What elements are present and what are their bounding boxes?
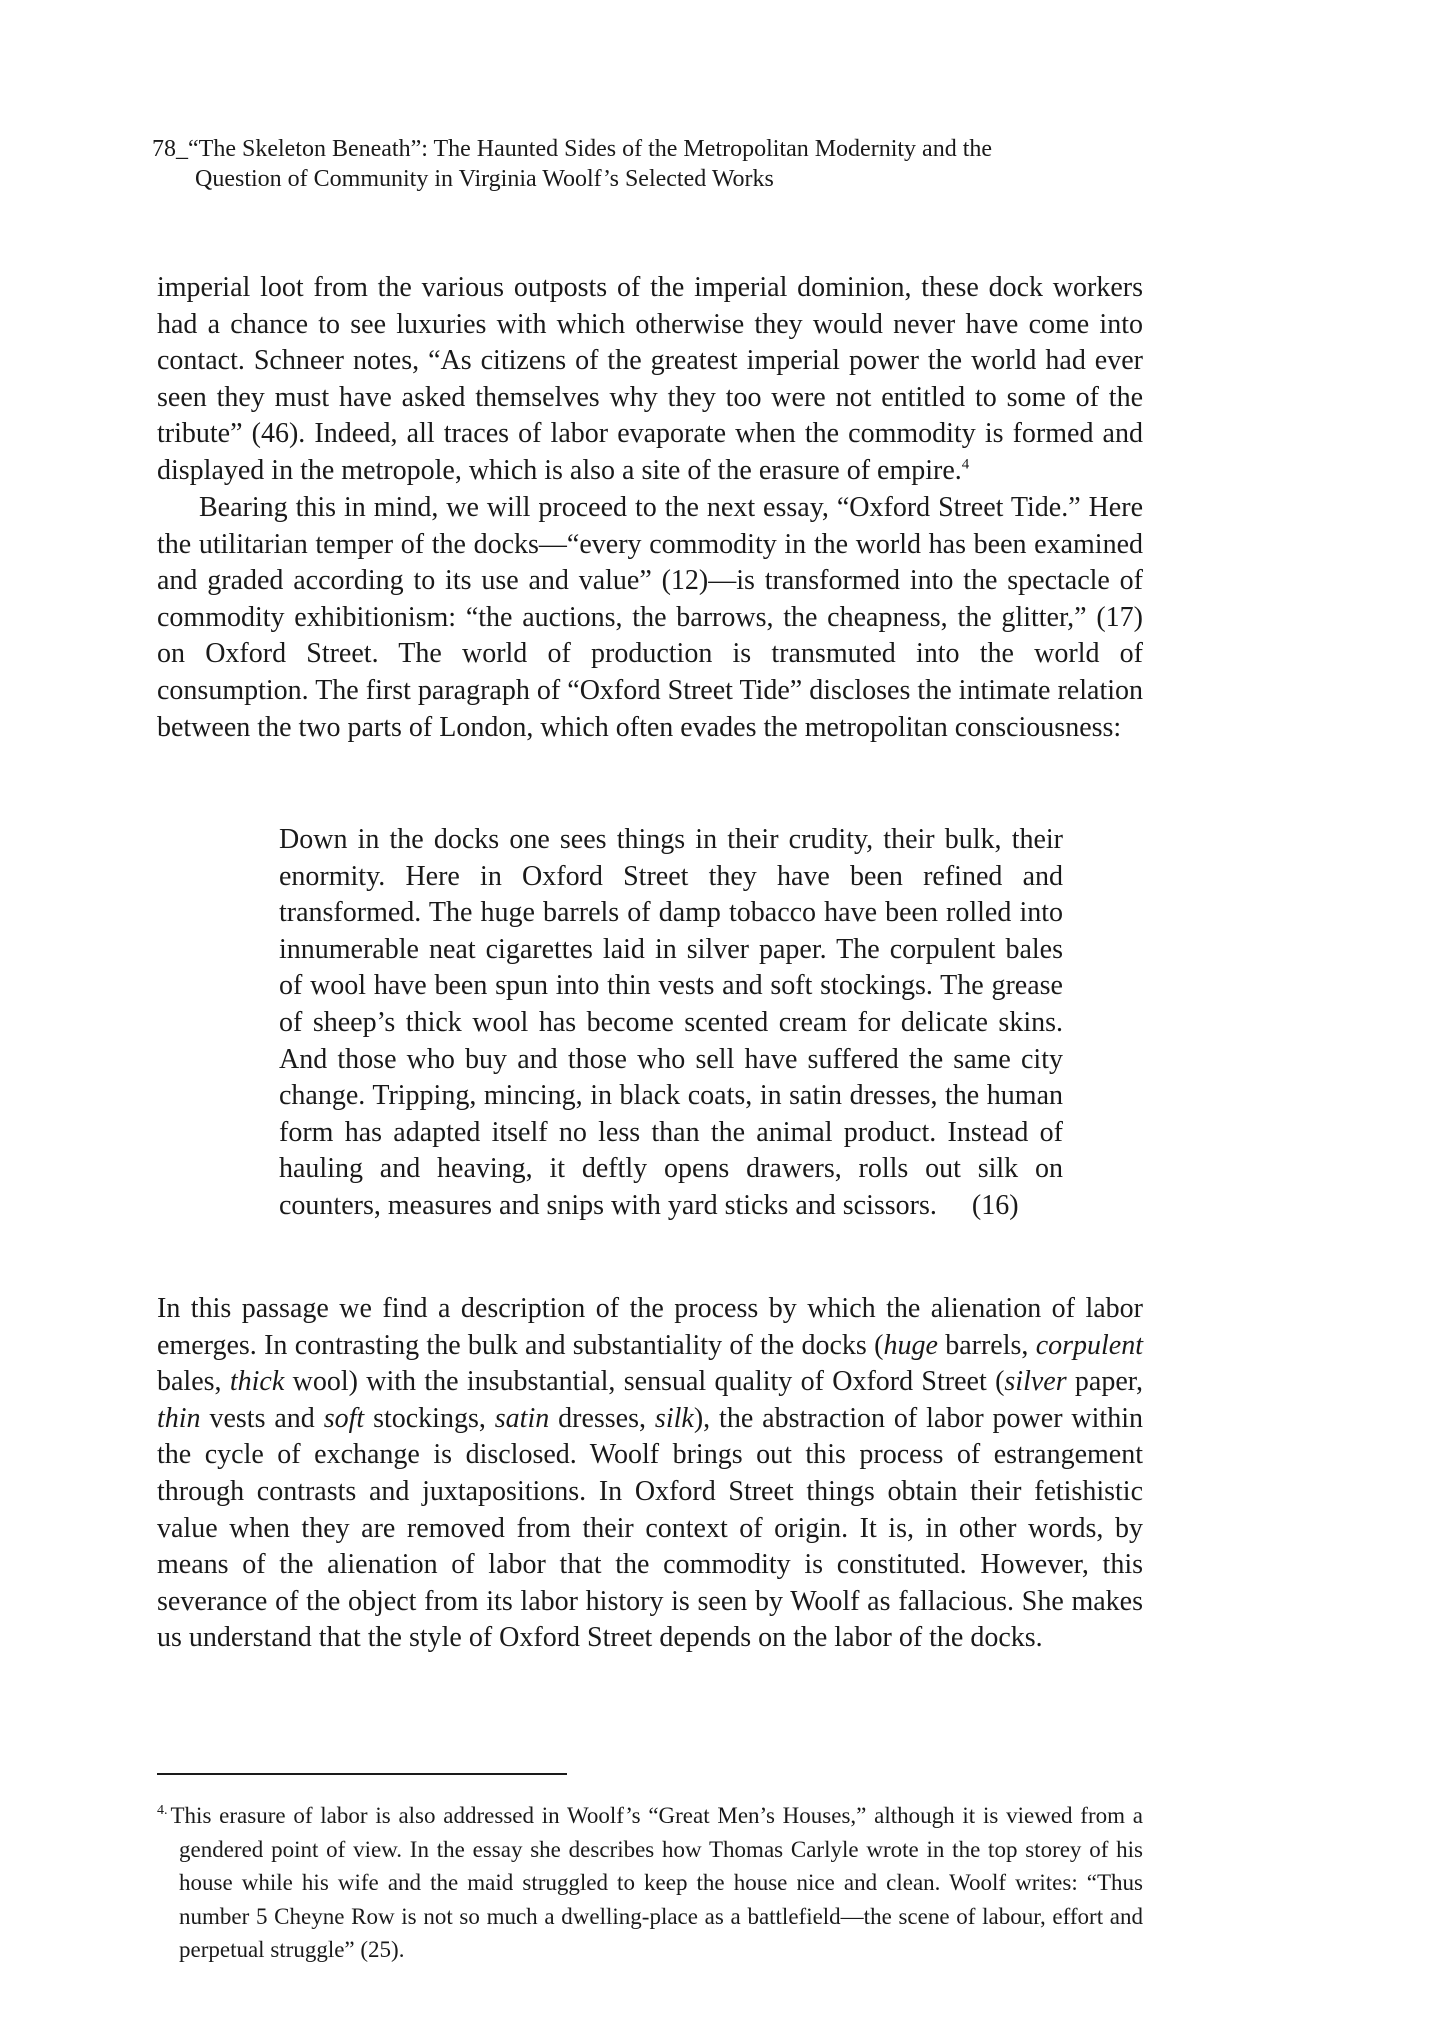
page-number: 78 bbox=[152, 136, 176, 162]
header-title-line2: Question of Community in Virginia Woolf’s Selected Works bbox=[195, 166, 774, 192]
p3-segment: In this passage we find a description of the process by which the alienation of labor emerges. In contrasting the bulk and substantiality of the docks ( bbox=[157, 1293, 1143, 1361]
running-head bbox=[152, 134, 1152, 194]
p3-segment: paper, bbox=[1066, 1366, 1143, 1398]
paragraph-2: Bearing this in mind, we will proceed to the next essay, “Oxford Street Tide.” Here the utilitarian temper of the docks—“every commodity in the world has been examined and graded according to its use and value” (12)—is transformed into the spectacle of commodity exhibitionism: “the auctions, the barrows, the cheapness, the glitter,” (17) on Oxford Street. The world of production is transmuted into the world of consumption. The first paragraph of “Oxford Street Tide” discloses the intimate relation between the two parts of London, which often evades the metropolitan consciousness: bbox=[157, 492, 1143, 743]
footnote-divider bbox=[157, 1773, 567, 1775]
p3-italic-word: silver bbox=[1004, 1366, 1067, 1398]
paragraph-1 bbox=[157, 270, 1143, 490]
footnote-4 bbox=[157, 1799, 1143, 1967]
block-quote bbox=[279, 822, 1063, 1225]
p3-segment: wool) with the insubstantial, sensual quality of Oxford Street ( bbox=[284, 1366, 1005, 1398]
p3-italic-word: corpulent bbox=[1035, 1329, 1144, 1361]
p3-italic-word: soft bbox=[323, 1402, 365, 1434]
paragraph-1-text: imperial loot from the various outposts of the imperial dominion, these dock workers had a chance to see luxuries with which otherwise they would never have come into contact. Schneer notes, “As citizens of the greatest imperial power the world had ever seen they must have asked themselves why they too were not entitled to some of the tribute” (46). Indeed, all traces of labor evaporate when the commodity is formed and displayed in the metropole, which is also a site of the erasure of empire. bbox=[157, 272, 1143, 486]
block-quote-text: Down in the docks one sees things in their crudity, their bulk, their enormity. Here in Oxford Street they have been refined and transformed. The huge barrels of damp tobacco have been rolled into innumerable neat cigarettes laid in silver paper. The corpulent bales of wool have been spun into thin vests and soft stockings. The grease of sheep’s thick wool has become scented cream for delicate skins. And those who buy and those who sell have suffered the same city change. Tripping, mincing, in black coats, in satin dresses, the human form has adapted itself no less than the animal product. Instead of hauling and heaving, it deftly opens drawers, rolls out silk on counters, measures and snips with yard sticks and scissors. bbox=[279, 824, 1063, 1221]
p3-segment: dresses, bbox=[549, 1402, 655, 1434]
p3-segment: barrels, bbox=[937, 1329, 1036, 1361]
p3-segment: vests and bbox=[200, 1402, 324, 1434]
paragraph-3 bbox=[157, 1291, 1143, 1657]
p3-italic-word: satin bbox=[494, 1402, 550, 1434]
footnote-marker: 4. bbox=[157, 1803, 168, 1819]
p3-segment: bales, bbox=[157, 1366, 230, 1398]
footnote-ref-4: 4 bbox=[961, 456, 970, 473]
p3-italic-word: silk bbox=[654, 1402, 694, 1434]
p3-italic-word: thin bbox=[157, 1402, 201, 1434]
header-separator: _ bbox=[176, 136, 188, 162]
p3-italic-word: thick bbox=[229, 1366, 285, 1398]
footnote-text: This erasure of labor is also addressed in Woolf’s “Great Men’s Houses,” although it is viewed from a gendered point of view. In the essay she describes how Thomas Carlyle wrote in the top storey of his house while his wife and the maid struggled to keep the house nice and clean. Woolf writes: “Thus number 5 Cheyne Row is not so much a dwelling-place as a battlefield—the scene of labour, effort and perpetual struggle” (25). bbox=[170, 1803, 1143, 1962]
p3-segment: stockings, bbox=[364, 1402, 495, 1434]
p3-italic-word: huge bbox=[883, 1329, 938, 1361]
p3-segment: ), the abstraction of labor power within the cycle of exchange is disclosed. Woolf brings out this process of estrangement through contrasts and juxtapositions. In Oxford Street things obtain their fetishistic value when they are removed from their context of origin. It is, in other words, by means of the alienation of labor that the commodity is constituted. However, this severance of the object from its labor history is seen by Woolf as fallacious. She makes us understand that the style of Oxford Street depends on the labor of the docks. bbox=[157, 1402, 1143, 1654]
header-title-line1: “The Skeleton Beneath”: The Haunted Sides of the Metropolitan Modernity and the bbox=[188, 136, 993, 162]
block-quote-citation: (16) bbox=[971, 1189, 1019, 1221]
